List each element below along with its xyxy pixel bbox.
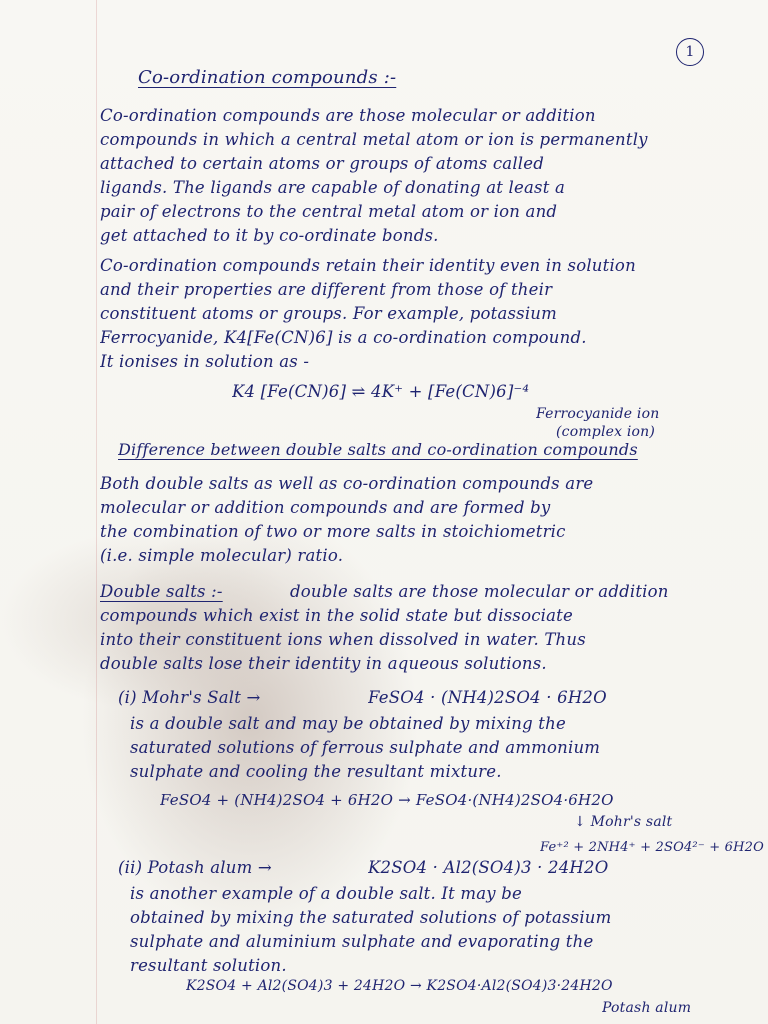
para3-line-1: Both double salts as well as co-ordination compounds are <box>100 474 594 493</box>
example-1-formula: FeSO4 · (NH4)2SO4 · 6H2O <box>368 688 607 707</box>
example-2-line-2: obtained by mixing the saturated solutions of potassium <box>130 908 612 927</box>
equation-2: FeSO4 + (NH4)2SO4 + 6H2O → FeSO4·(NH4)2SO4·6H2O <box>160 791 614 809</box>
equation-2-ions: Fe⁺² + 2NH4⁺ + 2SO4²⁻ + 6H2O <box>540 840 764 855</box>
para1-line-5: pair of electrons to the central metal atom or ion and <box>100 202 558 221</box>
para4-line-4: double salts lose their identity in aqueous solutions. <box>100 654 547 673</box>
example-1-line-3: sulphate and cooling the resultant mixture. <box>130 762 502 781</box>
para3-line-4: (i.e. simple molecular) ratio. <box>100 546 344 565</box>
margin-line <box>96 0 97 1024</box>
equation-3-note: Potash alum <box>602 1000 692 1016</box>
equation-1-note-2: (complex ion) <box>556 424 656 440</box>
example-2-line-1: is another example of a double salt. It may be <box>130 884 522 903</box>
para4-line-2: compounds which exist in the solid state but dissociate <box>100 606 573 625</box>
equation-3: K2SO4 + Al2(SO4)3 + 24H2O → K2SO4·Al2(SO4)3·24H2O <box>186 978 613 994</box>
para2-line-1: Co-ordination compounds retain their identity even in solution <box>100 256 636 275</box>
para3-line-3: the combination of two or more salts in stoichiometric <box>100 522 566 541</box>
para1-line-3: attached to certain atoms or groups of atoms called <box>100 154 545 173</box>
para1-line-2: compounds in which a central metal atom or ion is permanently <box>100 130 648 149</box>
para2-line-3: constituent atoms or groups. For example, potassium <box>100 304 557 323</box>
para1-line-1: Co-ordination compounds are those molecular or addition <box>100 106 596 125</box>
para2-line-2: and their properties are different from those of their <box>100 280 553 299</box>
example-2-formula: K2SO4 · Al2(SO4)3 · 24H2O <box>368 858 609 877</box>
example-1-label: (i) Mohr's Salt → <box>118 688 261 707</box>
example-2-line-4: resultant solution. <box>130 956 287 975</box>
example-2-label: (ii) Potash alum → <box>118 858 272 877</box>
equation-1-note-1: Ferrocyanide ion <box>536 406 660 422</box>
para1-line-6: get attached to it by co-ordinate bonds. <box>100 226 439 245</box>
para2-line-4: Ferrocyanide, K4[Fe(CN)6] is a co-ordination compound. <box>100 328 587 347</box>
page-title: Co-ordination compounds :- <box>138 68 397 88</box>
section-heading-difference: Difference between double salts and co-ordination compounds <box>118 440 638 459</box>
para4-line-1: double salts are those molecular or addition <box>290 582 669 601</box>
para1-line-4: ligands. The ligands are capable of donating at least a <box>100 178 566 197</box>
equation-1: K4 [Fe(CN)6] ⇌ 4K⁺ + [Fe(CN)6]⁻⁴ <box>232 382 530 401</box>
para3-line-2: molecular or addition compounds and are formed by <box>100 498 551 517</box>
para2-line-5: It ionises in solution as - <box>100 352 310 371</box>
example-1-line-1: is a double salt and may be obtained by mixing the <box>130 714 566 733</box>
page-number: 1 <box>676 38 704 66</box>
section-heading-double-salts: Double salts :- <box>100 582 223 601</box>
equation-2-note: ↓ Mohr's salt <box>574 814 673 830</box>
example-1-line-2: saturated solutions of ferrous sulphate and ammonium <box>130 738 601 757</box>
example-2-line-3: sulphate and aluminium sulphate and evaporating the <box>130 932 594 951</box>
para4-line-3: into their constituent ions when dissolved in water. Thus <box>100 630 586 649</box>
